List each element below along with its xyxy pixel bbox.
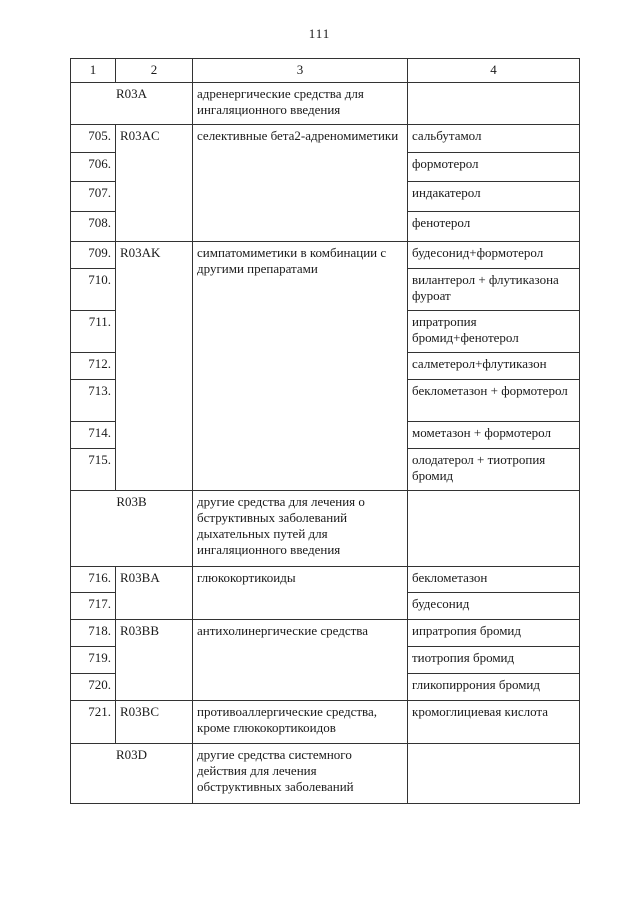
group-row [71,83,580,125]
atc-description: симпатомиметики в комбинации с другими препаратами [193,242,408,491]
row-number: 720. [71,674,116,701]
row-number: 710. [71,269,116,311]
atc-code: R03BA [116,567,193,620]
drug-name: беклометазон + формотерол [408,380,580,422]
group-code: R03D [71,744,193,804]
row-number: 712. [71,353,116,380]
group-code: R03A [71,83,193,125]
header-col-4: 4 [408,59,580,83]
drug-name: тиотропия бромид [408,647,580,674]
atc-description: противоаллергические средства, кроме глюкокортикоидов [193,701,408,744]
drug-name: будесонид [408,593,580,620]
header-col-2: 2 [116,59,193,83]
row-number: 711. [71,311,116,353]
drug-name: ипратропия бромид+фенотерол [408,311,580,353]
row-number: 716. [71,567,116,593]
atc-code: R03AK [116,242,193,491]
page-number: 111 [308,26,331,41]
drug-name: мометазон + формотерол [408,422,580,449]
row-number: 708. [71,212,116,242]
table-row [71,701,580,744]
drug-name: гликопиррония бромид [408,674,580,701]
header-col-1: 1 [71,59,116,83]
row-number: 717. [71,593,116,620]
empty-cell [408,491,580,567]
drug-name: олодатерол + тиотропия бромид [408,449,580,491]
row-number: 706. [71,153,116,182]
header-row [71,59,580,83]
atc-code: R03BC [116,701,193,744]
atc-description: глюкокортикоиды [193,567,408,620]
drug-name: формотерол [408,153,580,182]
row-number: 715. [71,449,116,491]
empty-cell [408,744,580,804]
row-number: 705. [71,125,116,153]
drug-name: сальбутамол [408,125,580,153]
drug-name: кромоглициевая кислота [408,701,580,744]
drug-name: индакатерол [408,182,580,212]
group-row [71,744,580,804]
group-description: адренергические средства для ингаляционного введения [193,83,408,125]
table-row [71,567,580,593]
group-row [71,491,580,567]
atc-code: R03AC [116,125,193,242]
atc-description: селективные бета2-адреномиметики [193,125,408,242]
atc-code: R03BB [116,620,193,701]
group-description: другие средства системного действия для лечения обструктивных заболеваний [193,744,408,804]
drug-name: вилантерол + флутиказона фуроат [408,269,580,311]
drug-name: ипратропия бромид [408,620,580,647]
table-row [71,125,580,153]
row-number: 714. [71,422,116,449]
header-col-3: 3 [193,59,408,83]
drug-name: салметерол+флутиказон [408,353,580,380]
row-number: 718. [71,620,116,647]
row-number: 721. [71,701,116,744]
row-number: 719. [71,647,116,674]
row-number: 709. [71,242,116,269]
group-code: R03B [71,491,193,567]
drug-classification-table [70,58,580,804]
atc-description: антихолинергические средства [193,620,408,701]
table-row [71,620,580,647]
drug-name: беклометазон [408,567,580,593]
row-number: 707. [71,182,116,212]
group-description: другие средства для лечения о бструктивных заболеваний дыхательных путей для ингаляционного введения [193,491,408,567]
empty-cell [408,83,580,125]
drug-name: будесонид+формотерол [408,242,580,269]
drug-name: фенотерол [408,212,580,242]
table-row [71,242,580,269]
row-number: 713. [71,380,116,422]
